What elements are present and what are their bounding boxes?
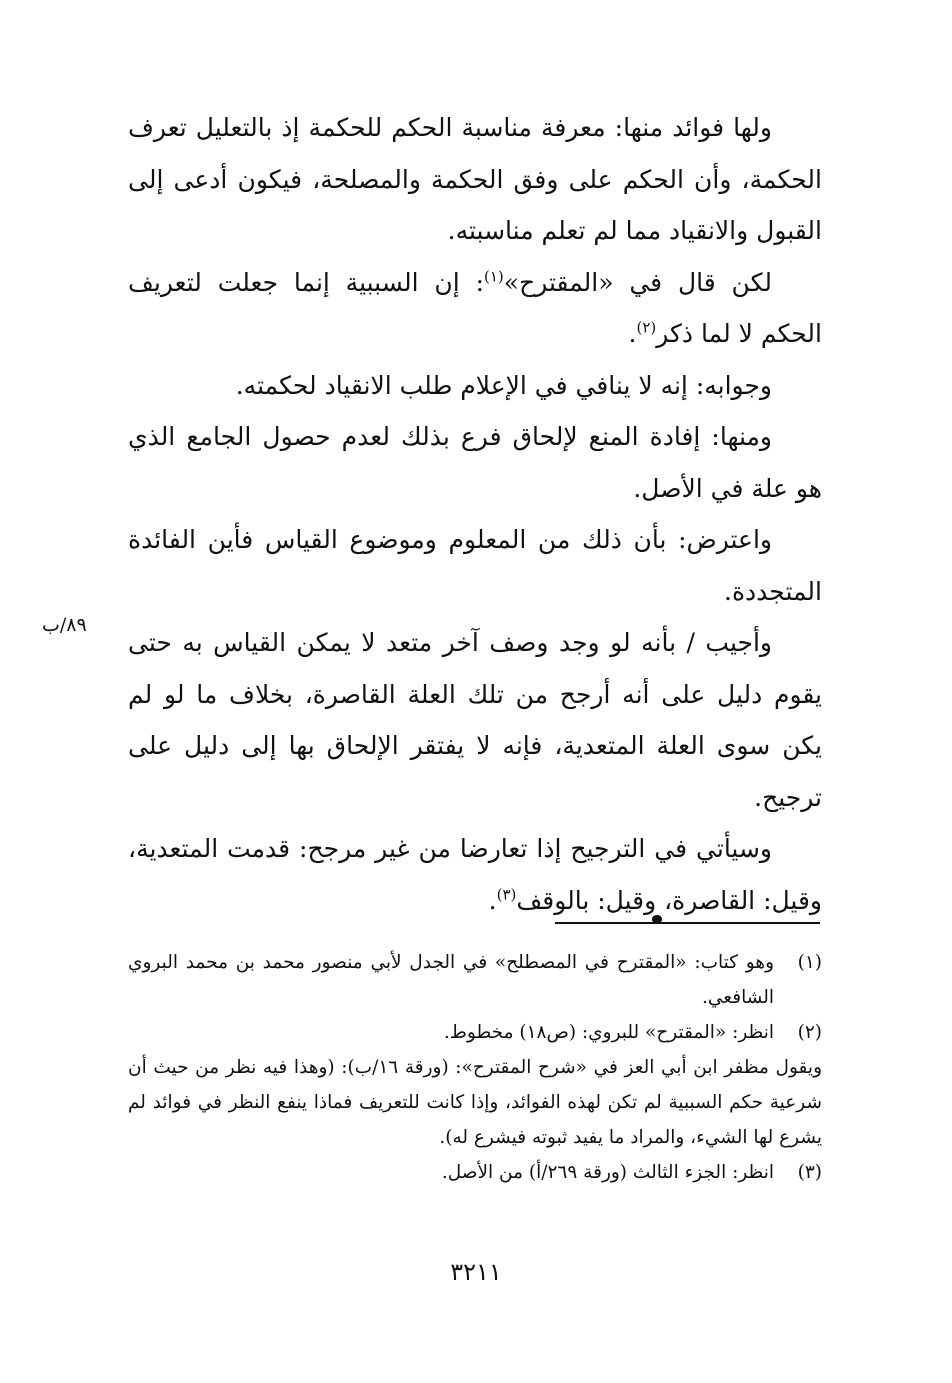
paragraph-text: وأجيب / بأنه لو وجد وصف آخر متعد لا يمكن القياس به حتى يقوم دليل على أنه أرجح من تلك العلة القاصرة، بخلاف ما لو لم يكن سوى العلة المتعدية، فإنه لا يفتقر الإلحاق بها إلى دليل على ترجيح. <box>128 628 822 812</box>
paragraph-text: لكن قال في «المقترح» <box>503 267 773 297</box>
paragraph-text: . <box>628 319 637 348</box>
main-text <box>128 102 822 926</box>
paragraph-text: . <box>488 885 497 915</box>
paragraph-objection <box>128 514 822 617</box>
footnote-number: (٢) <box>797 1022 822 1043</box>
footnote-text: انظر: «المقترح» للبروي: (ص١٨) مخطوط. <box>443 1022 774 1043</box>
page-number: ٣٢١١ <box>450 1258 502 1286</box>
footnote-text: انظر: الجزء الثالث (ورقة ٢٦٩/أ) من الأصل. <box>441 1162 774 1183</box>
paragraph-prohibition <box>128 411 822 514</box>
paragraph-response <box>128 617 822 823</box>
paragraph-benefits <box>128 102 822 257</box>
footnote-text: وهو كتاب: «المقترح في المصطلح» في الجدل لأبي منصور محمد بن محمد البروي الشافعي. <box>128 952 774 1008</box>
footnote-ref-1[interactable]: (١) <box>484 267 504 286</box>
footnote-1 <box>128 945 822 1015</box>
paragraph-answer <box>128 360 822 412</box>
paragraph-text: ولها فوائد منها: معرفة مناسبة الحكم للحكمة إذ بالتعليل تعرف الحكمة، وأن الحكم على وفق الحكمة والمصلحة، فيكون أدعى إلى القبول والانقياد مما لم تعلم مناسبته. <box>128 113 822 245</box>
paragraph-text: واعترض: بأن ذلك من المعلوم وموضوع القياس فأين الفائدة المتجددة. <box>128 525 822 606</box>
footnote-number: (١) <box>797 952 822 973</box>
paragraph-muqtarah-quote <box>128 257 822 360</box>
footnote-2 <box>128 1015 822 1050</box>
footnote-number: (٣) <box>797 1162 822 1183</box>
paragraph-preference <box>128 823 822 926</box>
paragraph-text: ومنها: إفادة المنع لإلحاق فرع بذلك لعدم حصول الجامع الذي هو علة في الأصل. <box>128 422 822 503</box>
separator-ornament <box>652 915 662 923</box>
paragraph-text: وجوابه: إنه لا ينافي في الإعلام طلب الانقياد لحكمته. <box>235 370 772 400</box>
footnote-separator <box>555 922 820 924</box>
footnotes <box>128 945 822 1190</box>
paragraph-text: وسيأتي في الترجيح إذا تعارضا من غير مرجح: قدمت المتعدية، وقيل: القاصرة، وقيل: بالوقف <box>128 834 822 915</box>
footnote-2-continuation: ويقول مظفر ابن أبي العز في «شرح المقترح»: (ورقة ١٦/ب): (وهذا فيه نظر من حيث أن شرعية حكم السببية لم تكن لهذه الفوائد، وإذا كانت للتعريف فماذا ينفع النظر في فوائد لم يشرع لها الشيء، والمراد ما يفيد ثبوته فيشرع له). <box>128 1057 823 1148</box>
manuscript-folio-marker: ٨٩/ب <box>42 614 87 636</box>
paragraph-text: : إن السببية إنما جعلت لتعريف الحكم لا لما ذكر <box>128 267 822 348</box>
footnote-3 <box>128 1155 822 1190</box>
footnote-ref-3[interactable]: (٣) <box>496 885 517 904</box>
footnote-ref-2[interactable]: (٢) <box>636 318 657 337</box>
